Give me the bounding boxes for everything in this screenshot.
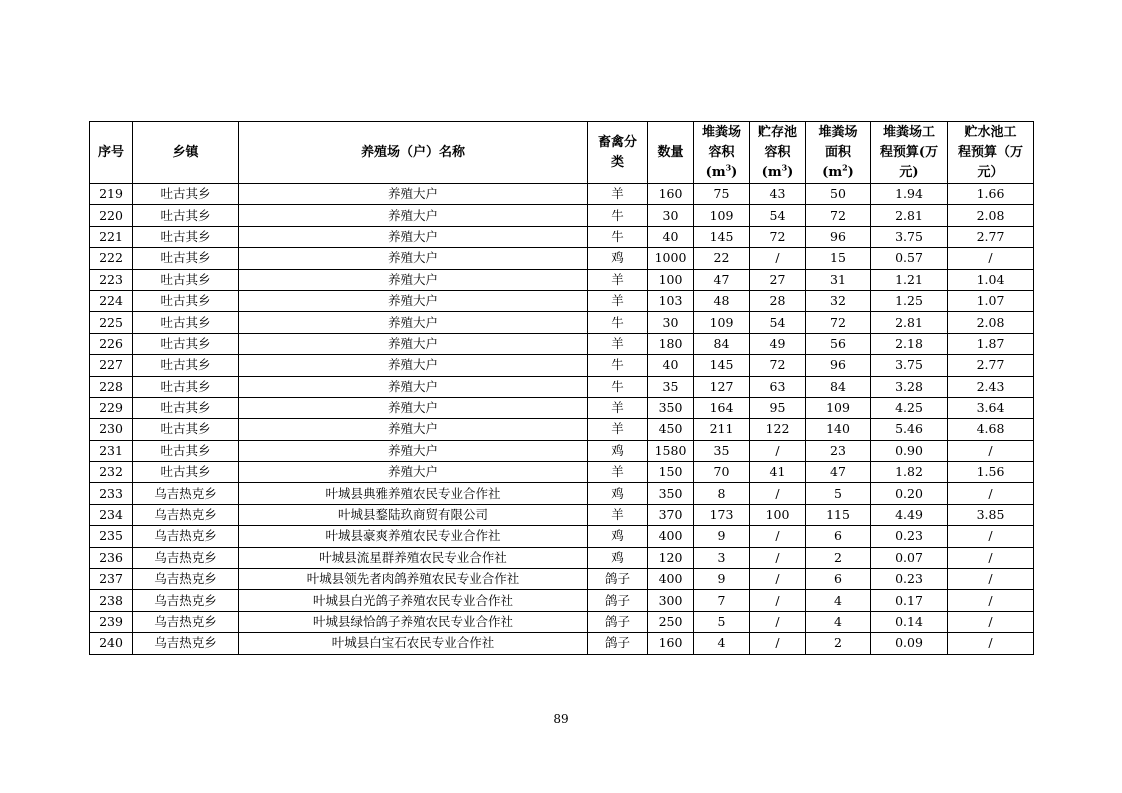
page-number: 89 (553, 712, 569, 726)
cell-manure-volume: 4 (694, 633, 750, 654)
cell-manure-area: 15 (806, 248, 871, 269)
table-row (90, 462, 1034, 483)
cell-town: 吐古其乡 (133, 184, 239, 205)
cell-town: 乌吉热克乡 (133, 633, 239, 654)
cell-seq: 236 (90, 547, 133, 568)
cell-manure-area: 2 (806, 547, 871, 568)
cell-tank-budget: 2.43 (948, 376, 1034, 397)
cell-tank-volume: 28 (750, 290, 806, 311)
cell-town: 吐古其乡 (133, 355, 239, 376)
cell-farm-name: 叶城县流星群养殖农民专业合作社 (239, 547, 588, 568)
cell-manure-budget: 0.09 (871, 633, 948, 654)
cell-manure-area: 47 (806, 462, 871, 483)
cell-manure-area: 31 (806, 269, 871, 290)
cell-seq: 229 (90, 397, 133, 418)
cell-quantity: 150 (648, 462, 694, 483)
cell-quantity: 103 (648, 290, 694, 311)
cell-seq: 235 (90, 526, 133, 547)
cell-quantity: 400 (648, 569, 694, 590)
cell-manure-area: 2 (806, 633, 871, 654)
cell-tank-volume: / (750, 248, 806, 269)
cell-manure-budget: 0.20 (871, 483, 948, 504)
cell-manure-budget: 2.18 (871, 333, 948, 354)
table-row (90, 526, 1034, 547)
cell-livestock-type: 羊 (588, 269, 648, 290)
cell-tank-budget: 3.85 (948, 504, 1034, 525)
cell-manure-area: 32 (806, 290, 871, 311)
cell-manure-area: 5 (806, 483, 871, 504)
cell-livestock-type: 鸽子 (588, 590, 648, 611)
header-tank-volume: 贮存池 容积 $(m^3)$ (750, 122, 806, 184)
cell-livestock-type: 鸽子 (588, 633, 648, 654)
cell-manure-area: 23 (806, 440, 871, 461)
cell-farm-name: 养殖大户 (239, 419, 588, 440)
cell-manure-budget: 0.07 (871, 547, 948, 568)
cell-manure-area: 72 (806, 205, 871, 226)
cell-manure-volume: 70 (694, 462, 750, 483)
cell-livestock-type: 羊 (588, 397, 648, 418)
cell-farm-name: 叶城县领先者肉鸽养殖农民专业合作社 (239, 569, 588, 590)
cell-tank-budget: 3.64 (948, 397, 1034, 418)
cell-manure-area: 4 (806, 611, 871, 632)
cell-farm-name: 叶城县豪爽养殖农民专业合作社 (239, 526, 588, 547)
cell-manure-budget: 0.14 (871, 611, 948, 632)
table-header-row (90, 122, 1034, 184)
cell-town: 吐古其乡 (133, 462, 239, 483)
cell-manure-budget: 3.75 (871, 226, 948, 247)
cell-quantity: 120 (648, 547, 694, 568)
cell-tank-budget: 2.77 (948, 226, 1034, 247)
table-row (90, 547, 1034, 568)
cell-quantity: 100 (648, 269, 694, 290)
cell-manure-budget: 4.25 (871, 397, 948, 418)
cell-manure-budget: 0.17 (871, 590, 948, 611)
cell-town: 吐古其乡 (133, 419, 239, 440)
header-seq: 序号 (90, 122, 133, 184)
cell-livestock-type: 牛 (588, 226, 648, 247)
cell-seq: 220 (90, 205, 133, 226)
table-row (90, 290, 1034, 311)
cell-tank-volume: 100 (750, 504, 806, 525)
header-manure-volume: 堆粪场 容积 $(m^3)$ (694, 122, 750, 184)
cell-manure-budget: 3.28 (871, 376, 948, 397)
cell-tank-volume: / (750, 440, 806, 461)
cell-town: 乌吉热克乡 (133, 483, 239, 504)
cell-quantity: 1580 (648, 440, 694, 461)
cell-tank-budget: 2.08 (948, 312, 1034, 333)
cell-livestock-type: 牛 (588, 355, 648, 376)
cell-seq: 219 (90, 184, 133, 205)
cell-manure-budget: 1.94 (871, 184, 948, 205)
cell-manure-budget: 3.75 (871, 355, 948, 376)
cell-tank-volume: / (750, 611, 806, 632)
cell-seq: 238 (90, 590, 133, 611)
cell-seq: 237 (90, 569, 133, 590)
cell-seq: 239 (90, 611, 133, 632)
cell-tank-volume: / (750, 590, 806, 611)
cell-manure-budget: 2.81 (871, 205, 948, 226)
cell-manure-budget: 4.49 (871, 504, 948, 525)
cell-farm-name: 养殖大户 (239, 333, 588, 354)
cell-manure-area: 6 (806, 569, 871, 590)
header-manure-budget: 堆粪场工 程预算(万 元) (871, 122, 948, 184)
cell-manure-area: 50 (806, 184, 871, 205)
cell-town: 吐古其乡 (133, 312, 239, 333)
cell-tank-volume: / (750, 526, 806, 547)
table-body (90, 184, 1034, 655)
table-row (90, 504, 1034, 525)
cell-tank-budget: / (948, 569, 1034, 590)
cell-manure-area: 109 (806, 397, 871, 418)
cell-tank-budget: / (948, 590, 1034, 611)
cell-manure-volume: 109 (694, 312, 750, 333)
cell-tank-volume: 41 (750, 462, 806, 483)
cell-tank-budget: / (948, 633, 1034, 654)
cell-tank-volume: / (750, 483, 806, 504)
cell-manure-volume: 164 (694, 397, 750, 418)
cell-manure-volume: 145 (694, 355, 750, 376)
table-row (90, 590, 1034, 611)
cell-tank-budget: 1.66 (948, 184, 1034, 205)
cell-town: 乌吉热克乡 (133, 526, 239, 547)
header-quantity: 数量 (648, 122, 694, 184)
cell-farm-name: 养殖大户 (239, 184, 588, 205)
cell-quantity: 350 (648, 483, 694, 504)
livestock-farm-table (89, 121, 1034, 655)
cell-manure-volume: 3 (694, 547, 750, 568)
cell-tank-volume: / (750, 547, 806, 568)
cell-manure-area: 6 (806, 526, 871, 547)
cell-manure-budget: 0.23 (871, 569, 948, 590)
cell-town: 乌吉热克乡 (133, 547, 239, 568)
cell-tank-volume: 122 (750, 419, 806, 440)
cell-manure-area: 56 (806, 333, 871, 354)
cell-seq: 234 (90, 504, 133, 525)
table-row (90, 184, 1034, 205)
cell-town: 吐古其乡 (133, 248, 239, 269)
cell-manure-volume: 211 (694, 419, 750, 440)
cell-livestock-type: 鸡 (588, 483, 648, 504)
cell-livestock-type: 羊 (588, 462, 648, 483)
cell-livestock-type: 鸡 (588, 248, 648, 269)
cell-seq: 224 (90, 290, 133, 311)
cell-tank-budget: 1.56 (948, 462, 1034, 483)
cell-manure-volume: 9 (694, 569, 750, 590)
cell-town: 吐古其乡 (133, 226, 239, 247)
cell-quantity: 30 (648, 205, 694, 226)
cell-tank-volume: 72 (750, 355, 806, 376)
cell-manure-volume: 75 (694, 184, 750, 205)
cell-town: 吐古其乡 (133, 397, 239, 418)
cell-tank-budget: 1.04 (948, 269, 1034, 290)
cell-quantity: 300 (648, 590, 694, 611)
cell-tank-budget: 4.68 (948, 419, 1034, 440)
cell-tank-volume: 72 (750, 226, 806, 247)
table-row (90, 312, 1034, 333)
cell-tank-volume: 27 (750, 269, 806, 290)
cell-seq: 228 (90, 376, 133, 397)
cell-tank-budget: / (948, 526, 1034, 547)
table-row (90, 397, 1034, 418)
cell-manure-volume: 9 (694, 526, 750, 547)
cell-farm-name: 叶城县绿恰鸽子养殖农民专业合作社 (239, 611, 588, 632)
cell-farm-name: 养殖大户 (239, 355, 588, 376)
cell-tank-volume: 54 (750, 205, 806, 226)
cell-quantity: 450 (648, 419, 694, 440)
cell-manure-volume: 47 (694, 269, 750, 290)
cell-livestock-type: 羊 (588, 184, 648, 205)
cell-manure-volume: 5 (694, 611, 750, 632)
cell-farm-name: 养殖大户 (239, 269, 588, 290)
cell-quantity: 35 (648, 376, 694, 397)
table-row (90, 333, 1034, 354)
cell-farm-name: 养殖大户 (239, 290, 588, 311)
cell-farm-name: 养殖大户 (239, 248, 588, 269)
cell-farm-name: 养殖大户 (239, 376, 588, 397)
cell-tank-volume: / (750, 569, 806, 590)
cell-tank-budget: / (948, 547, 1034, 568)
cell-town: 吐古其乡 (133, 440, 239, 461)
cell-town: 乌吉热克乡 (133, 611, 239, 632)
table-row (90, 569, 1034, 590)
cell-quantity: 30 (648, 312, 694, 333)
cell-livestock-type: 鸽子 (588, 611, 648, 632)
cell-tank-volume: / (750, 633, 806, 654)
cell-farm-name: 养殖大户 (239, 440, 588, 461)
cell-tank-volume: 43 (750, 184, 806, 205)
cell-seq: 223 (90, 269, 133, 290)
cell-tank-budget: 2.08 (948, 205, 1034, 226)
table-row (90, 269, 1034, 290)
cell-livestock-type: 羊 (588, 419, 648, 440)
table-row (90, 248, 1034, 269)
cell-tank-budget: 1.07 (948, 290, 1034, 311)
cell-farm-name: 养殖大户 (239, 312, 588, 333)
cell-farm-name: 养殖大户 (239, 205, 588, 226)
cell-manure-volume: 48 (694, 290, 750, 311)
cell-quantity: 370 (648, 504, 694, 525)
cell-town: 吐古其乡 (133, 205, 239, 226)
cell-livestock-type: 牛 (588, 312, 648, 333)
cell-farm-name: 叶城县白宝石农民专业合作社 (239, 633, 588, 654)
cell-quantity: 250 (648, 611, 694, 632)
cell-tank-volume: 95 (750, 397, 806, 418)
table-row (90, 483, 1034, 504)
cell-quantity: 180 (648, 333, 694, 354)
header-manure-area: 堆粪场 面积 $(m^2)$ (806, 122, 871, 184)
cell-seq: 233 (90, 483, 133, 504)
cell-manure-volume: 7 (694, 590, 750, 611)
cell-livestock-type: 羊 (588, 504, 648, 525)
cell-livestock-type: 鸡 (588, 547, 648, 568)
cell-seq: 231 (90, 440, 133, 461)
cell-town: 吐古其乡 (133, 269, 239, 290)
cell-town: 吐古其乡 (133, 333, 239, 354)
cell-manure-area: 96 (806, 226, 871, 247)
cell-manure-volume: 127 (694, 376, 750, 397)
cell-quantity: 400 (648, 526, 694, 547)
cell-seq: 225 (90, 312, 133, 333)
cell-manure-budget: 0.90 (871, 440, 948, 461)
cell-livestock-type: 鸡 (588, 526, 648, 547)
cell-quantity: 160 (648, 184, 694, 205)
cell-manure-area: 96 (806, 355, 871, 376)
cell-farm-name: 养殖大户 (239, 462, 588, 483)
cell-manure-budget: 1.21 (871, 269, 948, 290)
header-farm-name: 养殖场（户）名称 (239, 122, 588, 184)
cell-manure-budget: 2.81 (871, 312, 948, 333)
cell-manure-budget: 5.46 (871, 419, 948, 440)
cell-livestock-type: 牛 (588, 376, 648, 397)
header-livestock-type: 畜禽分 类 (588, 122, 648, 184)
cell-livestock-type: 羊 (588, 333, 648, 354)
header-tank-budget: 贮水池工 程预算（万 元） (948, 122, 1034, 184)
cell-manure-area: 84 (806, 376, 871, 397)
table-row (90, 440, 1034, 461)
cell-tank-volume: 54 (750, 312, 806, 333)
cell-seq: 232 (90, 462, 133, 483)
cell-livestock-type: 羊 (588, 290, 648, 311)
cell-livestock-type: 牛 (588, 205, 648, 226)
cell-town: 吐古其乡 (133, 376, 239, 397)
table-row (90, 376, 1034, 397)
cell-town: 吐古其乡 (133, 290, 239, 311)
cell-farm-name: 叶城县鍪陆玖商贸有限公司 (239, 504, 588, 525)
cell-tank-volume: 63 (750, 376, 806, 397)
cell-manure-area: 115 (806, 504, 871, 525)
cell-manure-volume: 8 (694, 483, 750, 504)
cell-town: 乌吉热克乡 (133, 569, 239, 590)
cell-manure-volume: 84 (694, 333, 750, 354)
cell-quantity: 1000 (648, 248, 694, 269)
cell-tank-budget: / (948, 483, 1034, 504)
table-row (90, 419, 1034, 440)
cell-manure-volume: 109 (694, 205, 750, 226)
table-row (90, 611, 1034, 632)
cell-manure-budget: 1.25 (871, 290, 948, 311)
cell-farm-name: 养殖大户 (239, 397, 588, 418)
cell-farm-name: 养殖大户 (239, 226, 588, 247)
cell-seq: 227 (90, 355, 133, 376)
cell-tank-budget: / (948, 611, 1034, 632)
cell-tank-volume: 49 (750, 333, 806, 354)
cell-manure-budget: 0.57 (871, 248, 948, 269)
cell-seq: 230 (90, 419, 133, 440)
table-row (90, 355, 1034, 376)
cell-quantity: 40 (648, 226, 694, 247)
cell-manure-volume: 173 (694, 504, 750, 525)
cell-manure-budget: 1.82 (871, 462, 948, 483)
cell-quantity: 40 (648, 355, 694, 376)
cell-livestock-type: 鸡 (588, 440, 648, 461)
cell-manure-volume: 35 (694, 440, 750, 461)
header-town: 乡镇 (133, 122, 239, 184)
cell-town: 乌吉热克乡 (133, 590, 239, 611)
cell-livestock-type: 鸽子 (588, 569, 648, 590)
cell-seq: 240 (90, 633, 133, 654)
cell-manure-area: 4 (806, 590, 871, 611)
cell-seq: 221 (90, 226, 133, 247)
cell-manure-budget: 0.23 (871, 526, 948, 547)
cell-quantity: 160 (648, 633, 694, 654)
cell-seq: 226 (90, 333, 133, 354)
cell-manure-volume: 22 (694, 248, 750, 269)
cell-farm-name: 叶城县白光鸽子养殖农民专业合作社 (239, 590, 588, 611)
cell-quantity: 350 (648, 397, 694, 418)
table-row (90, 226, 1034, 247)
cell-manure-volume: 145 (694, 226, 750, 247)
cell-tank-budget: / (948, 440, 1034, 461)
cell-farm-name: 叶城县典雅养殖农民专业合作社 (239, 483, 588, 504)
cell-seq: 222 (90, 248, 133, 269)
cell-manure-area: 72 (806, 312, 871, 333)
table-row (90, 205, 1034, 226)
cell-tank-budget: 2.77 (948, 355, 1034, 376)
cell-manure-area: 140 (806, 419, 871, 440)
table-row (90, 633, 1034, 654)
cell-tank-budget: 1.87 (948, 333, 1034, 354)
cell-town: 乌吉热克乡 (133, 504, 239, 525)
cell-tank-budget: / (948, 248, 1034, 269)
